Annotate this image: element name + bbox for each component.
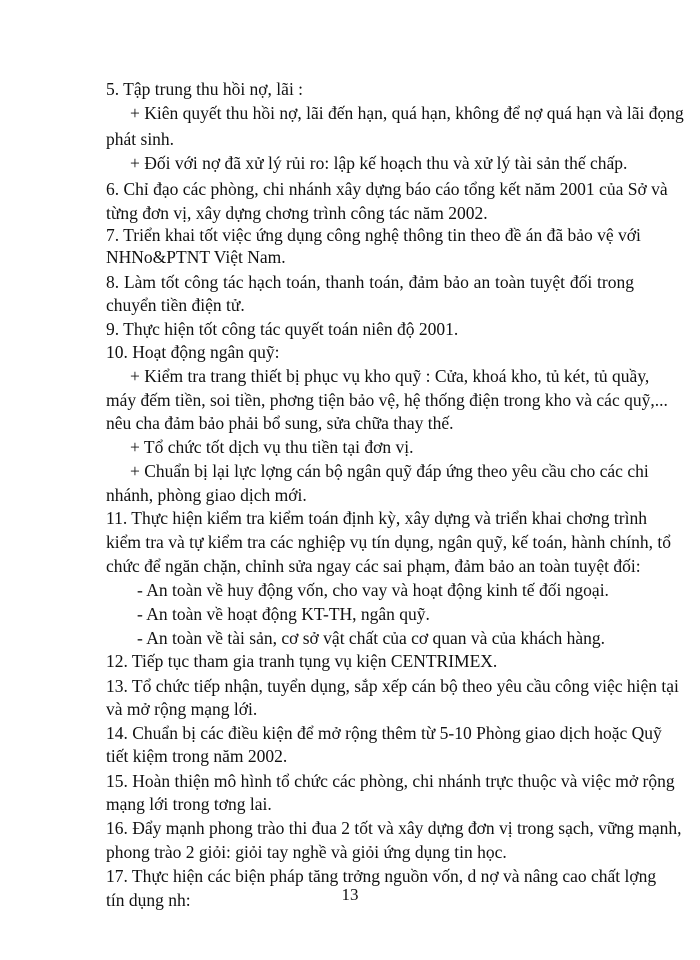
text-line: NHNo&PTNT Việt Nam. <box>106 247 286 267</box>
text-line: 7. Triển khai tốt việc ứng dụng công nghệ thông tin theo đề án đã bảo vệ với <box>106 225 641 245</box>
text-line: 14. Chuẩn bị các điều kiện để mở rộng thêm từ 5-10 Phòng giao dịch hoặc Quỹ <box>106 723 662 743</box>
text-line: + Tổ chức tốt dịch vụ thu tiền tại đơn vị. <box>130 437 414 457</box>
text-line: 17. Thực hiện các biện pháp tăng trởng nguồn vốn, d nợ và nâng cao chất lợng <box>106 866 657 886</box>
text-line: phong trào 2 giỏi: giỏi tay nghề và giỏi ứng dụng tin học. <box>106 842 507 862</box>
page-number: 13 <box>341 885 359 904</box>
text-line: 6. Chỉ đạo các phòng, chi nhánh xây dựng báo cáo tổng kết năm 2001 của Sở và <box>106 179 668 199</box>
text-line: 5. Tập trung thu hồi nợ, lãi : <box>106 79 304 99</box>
text-line: 12. Tiếp tục tham gia tranh tụng vụ kiện CENTRIMEX. <box>106 651 498 671</box>
text-line: chuyển tiền điện tử. <box>106 295 245 315</box>
text-line: + Kiểm tra trang thiết bị phục vụ kho quỹ : Cửa, khoá kho, tủ két, tủ quầy, <box>130 366 650 386</box>
text-line: 15. Hoàn thiện mô hình tổ chức các phòng, chi nhánh trực thuộc và việc mở rộng <box>106 771 675 791</box>
text-line: 13. Tổ chức tiếp nhận, tuyển dụng, sắp xếp cán bộ theo yêu cầu công việc hiện tại <box>106 676 679 696</box>
text-line: từng đơn vị, xây dựng chơng trình công tác năm 2002. <box>106 203 488 223</box>
text-line: nhánh, phòng giao dịch mới. <box>106 485 307 505</box>
text-line: tín dụng nh: <box>106 890 191 910</box>
text-line: máy đếm tiền, soi tiền, phơng tiện bảo vệ, hệ thống điện trong kho và các quỹ,... <box>106 390 668 410</box>
text-line: tiết kiệm trong năm 2002. <box>106 746 288 766</box>
text-line: - An toàn về huy động vốn, cho vay và hoạt động kinh tế đối ngoại. <box>137 580 609 600</box>
text-line: và mở rộng mạng lới. <box>106 699 258 719</box>
text-line: - An toàn về hoạt động KT-TH, ngân quỹ. <box>137 604 430 624</box>
text-line: 11. Thực hiện kiểm tra kiểm toán định kỳ, xây dựng và triển khai chơng trình <box>106 508 647 528</box>
text-line: nêu cha đảm bảo phải bổ sung, sửa chữa thay thế. <box>106 413 454 433</box>
text-line: chức để ngăn chặn, chỉnh sửa ngay các sai phạm, đảm bảo an toàn tuyệt đối: <box>106 556 641 576</box>
text-line: 9. Thực hiện tốt công tác quyết toán niên độ 2001. <box>106 319 459 339</box>
text-line: kiểm tra và tự kiểm tra các nghiệp vụ tín dụng, ngân quỹ, kế toán, hành chính, tổ <box>106 532 671 552</box>
text-line: + Chuẩn bị lại lực lợng cán bộ ngân quỹ đáp ứng theo yêu cầu cho các chi <box>130 461 649 481</box>
text-line: + Đối với nợ đã xử lý rủi ro: lập kế hoạch thu và xử lý tài sản thế chấp. <box>130 153 628 173</box>
text-line: 16. Đẩy mạnh phong trào thi đua 2 tốt và xây dựng đơn vị trong sạch, vững mạnh, <box>106 818 682 838</box>
text-line: 10. Hoạt động ngân quỹ: <box>106 342 280 362</box>
text-line: 8. Làm tốt công tác hạch toán, thanh toán, đảm bảo an toàn tuyệt đối trong <box>106 272 634 292</box>
text-line: mạng lới trong tơng lai. <box>106 794 272 814</box>
text-line: - An toàn về tài sản, cơ sở vật chất của cơ quan và của khách hàng. <box>137 628 606 648</box>
text-line: + Kiên quyết thu hồi nợ, lãi đến hạn, quá hạn, không để nợ quá hạn và lãi đọng <box>130 103 684 123</box>
text-line: phát sinh. <box>106 129 175 149</box>
